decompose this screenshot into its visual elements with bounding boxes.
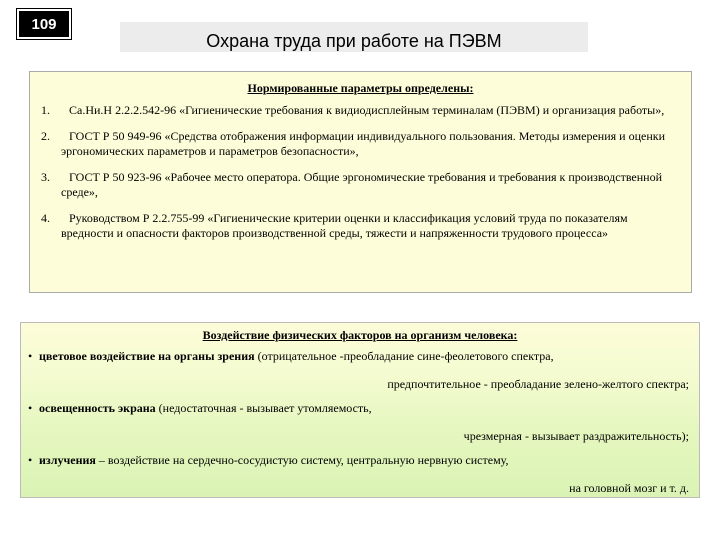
item-text: ГОСТ Р 50 923-96 «Рабочее место оператора. Общие эргономические требования и требования к производственной среде», [61, 170, 663, 199]
list-item [30, 170, 691, 200]
factor-title: излучения [39, 453, 96, 467]
item-text: Са.Ни.Н 2.2.2.542-96 «Гигиенические требования к видиодисплейным терминалам (ПЭВМ) и организация работы», [69, 103, 665, 117]
list-item [30, 129, 691, 159]
factor-item-radiation [21, 453, 699, 496]
factor-text: – воздействие на сердечно-сосудистую систему, центральную нервную систему, [95, 453, 509, 467]
factor-continuation: на головной мозг и т. д. [569, 481, 689, 495]
bullet-icon: • [28, 349, 33, 363]
factor-text: (недостаточная - вызывает утомляемость, [155, 401, 372, 415]
factors-header: Воздействие физических факторов на организм человека: [202, 328, 518, 342]
item-number: 4. [41, 211, 50, 225]
factor-item-color [21, 349, 699, 392]
item-number: 2. [41, 129, 50, 143]
slide-number: 109 [17, 9, 71, 39]
factor-continuation: чрезмерная - вызывает раздражительность); [463, 429, 689, 443]
factor-title: цветовое воздействие на органы зрения [39, 349, 255, 363]
factor-title: освещенность экрана [39, 401, 156, 415]
bullet-icon: • [28, 401, 33, 415]
factor-continuation: предпочтительное - преобладание зелено-желтого спектра; [387, 377, 689, 391]
factor-item-screen-brightness [21, 401, 699, 444]
physical-factors-box [20, 322, 700, 498]
normative-list [30, 103, 691, 241]
list-item [30, 211, 691, 241]
item-number: 3. [41, 170, 50, 184]
normative-parameters-box [29, 71, 692, 293]
normative-header: Нормированные параметры определены: [247, 81, 474, 95]
list-item [30, 103, 691, 118]
page-title: Охрана труда при работе на ПЭВМ [120, 22, 588, 52]
bullet-icon: • [28, 453, 33, 467]
item-text: Руководством Р 2.2.755-99 «Гигиенические критерии оценки и классификация условий труда по показателям вредности и опасности факторов производственной среды, тяжести и напряженности трудового процесса» [61, 211, 628, 240]
item-text: ГОСТ Р 50 949-96 «Средства отображения информации индивидуального пользования. Методы измерения и оценки эргономических параметров и параметров безопасности», [61, 129, 665, 158]
item-number: 1. [41, 103, 50, 117]
factor-text: (отрицательное -преобладание сине-феолетового спектра, [254, 349, 554, 363]
